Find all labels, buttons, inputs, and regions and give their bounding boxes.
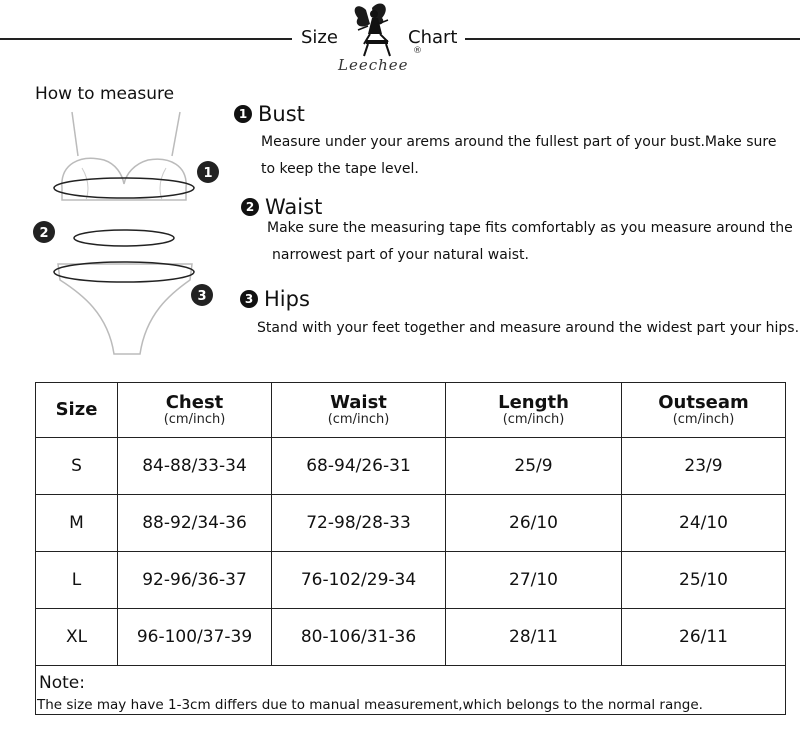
bikini-measure-illustration — [20, 104, 230, 364]
cell-waist: 68-94/26-31 — [272, 438, 446, 495]
cell-size: L — [36, 552, 118, 609]
section-waist-text — [267, 215, 793, 269]
table-row — [36, 552, 786, 609]
cell-size: M — [36, 495, 118, 552]
header-rule-left — [0, 38, 292, 40]
cell-chest: 92-96/36-37 — [118, 552, 272, 609]
brand-registered-mark: ® — [413, 46, 422, 56]
section-hips-title — [240, 287, 310, 311]
section-bust-text — [261, 129, 776, 183]
section-waist-number-icon: 2 — [241, 198, 259, 216]
cell-length: 27/10 — [446, 552, 622, 609]
header-outseam: Outseam (cm/inch) — [622, 383, 786, 438]
cell-size: S — [36, 438, 118, 495]
brand-wordmark: Leechee — [338, 56, 409, 74]
header-rule-right — [465, 38, 800, 40]
section-bust-line-1: Measure under your arems around the fullest part of your bust.Make sure — [261, 134, 777, 150]
size-chart-table — [35, 382, 786, 666]
section-bust-line-2: to keep the tape level. — [261, 161, 419, 177]
header-waist: Waist (cm/inch) — [272, 383, 446, 438]
cell-size: XL — [36, 609, 118, 666]
cell-outseam: 26/11 — [622, 609, 786, 666]
marker-2-icon — [33, 221, 55, 243]
cell-waist: 76-102/29-34 — [272, 552, 446, 609]
section-hips-number-icon: 3 — [240, 290, 258, 308]
cell-waist: 72-98/28-33 — [272, 495, 446, 552]
header-size: Size — [36, 383, 118, 438]
marker-1-label: 1 — [203, 166, 213, 181]
cell-outseam: 25/10 — [622, 552, 786, 609]
cell-chest: 96-100/37-39 — [118, 609, 272, 666]
howto-title: How to measure — [35, 84, 175, 104]
cell-chest: 88-92/34-36 — [118, 495, 272, 552]
header-chart-word: Chart — [408, 27, 458, 48]
header-length: Length (cm/inch) — [446, 383, 622, 438]
table-row — [36, 495, 786, 552]
cell-chest: 84-88/33-34 — [118, 438, 272, 495]
note-box — [35, 661, 786, 715]
section-bust-title — [234, 102, 305, 126]
table-row — [36, 609, 786, 666]
section-waist-line-1: Make sure the measuring tape fits comfortably as you measure around the — [267, 220, 793, 236]
cell-outseam: 23/9 — [622, 438, 786, 495]
cell-outseam: 24/10 — [622, 495, 786, 552]
note-title: Note: — [39, 673, 85, 693]
cell-waist: 80-106/31-36 — [272, 609, 446, 666]
cell-length: 26/10 — [446, 495, 622, 552]
cell-length: 25/9 — [446, 438, 622, 495]
section-waist-label: Waist — [265, 195, 323, 219]
section-bust-number-icon: 1 — [234, 105, 252, 123]
section-bust-label: Bust — [258, 102, 305, 126]
table-row — [36, 438, 786, 495]
cell-length: 28/11 — [446, 609, 622, 666]
table-header-row — [36, 383, 786, 438]
header-size-word: Size — [301, 27, 338, 48]
marker-3-icon — [191, 284, 213, 306]
section-hips-label: Hips — [264, 287, 310, 311]
section-hips-text — [257, 315, 799, 342]
marker-2-label: 2 — [39, 226, 49, 241]
section-waist-line-2: narrowest part of your natural waist. — [272, 247, 529, 263]
note-text: The size may have 1-3cm differs due to manual measurement,which belongs to the normal range. — [37, 697, 703, 713]
marker-1-icon — [197, 161, 219, 183]
section-hips-line-1: Stand with your feet together and measure around the widest part your hips. — [257, 320, 800, 336]
header-chest: Chest (cm/inch) — [118, 383, 272, 438]
marker-3-label: 3 — [197, 289, 207, 304]
